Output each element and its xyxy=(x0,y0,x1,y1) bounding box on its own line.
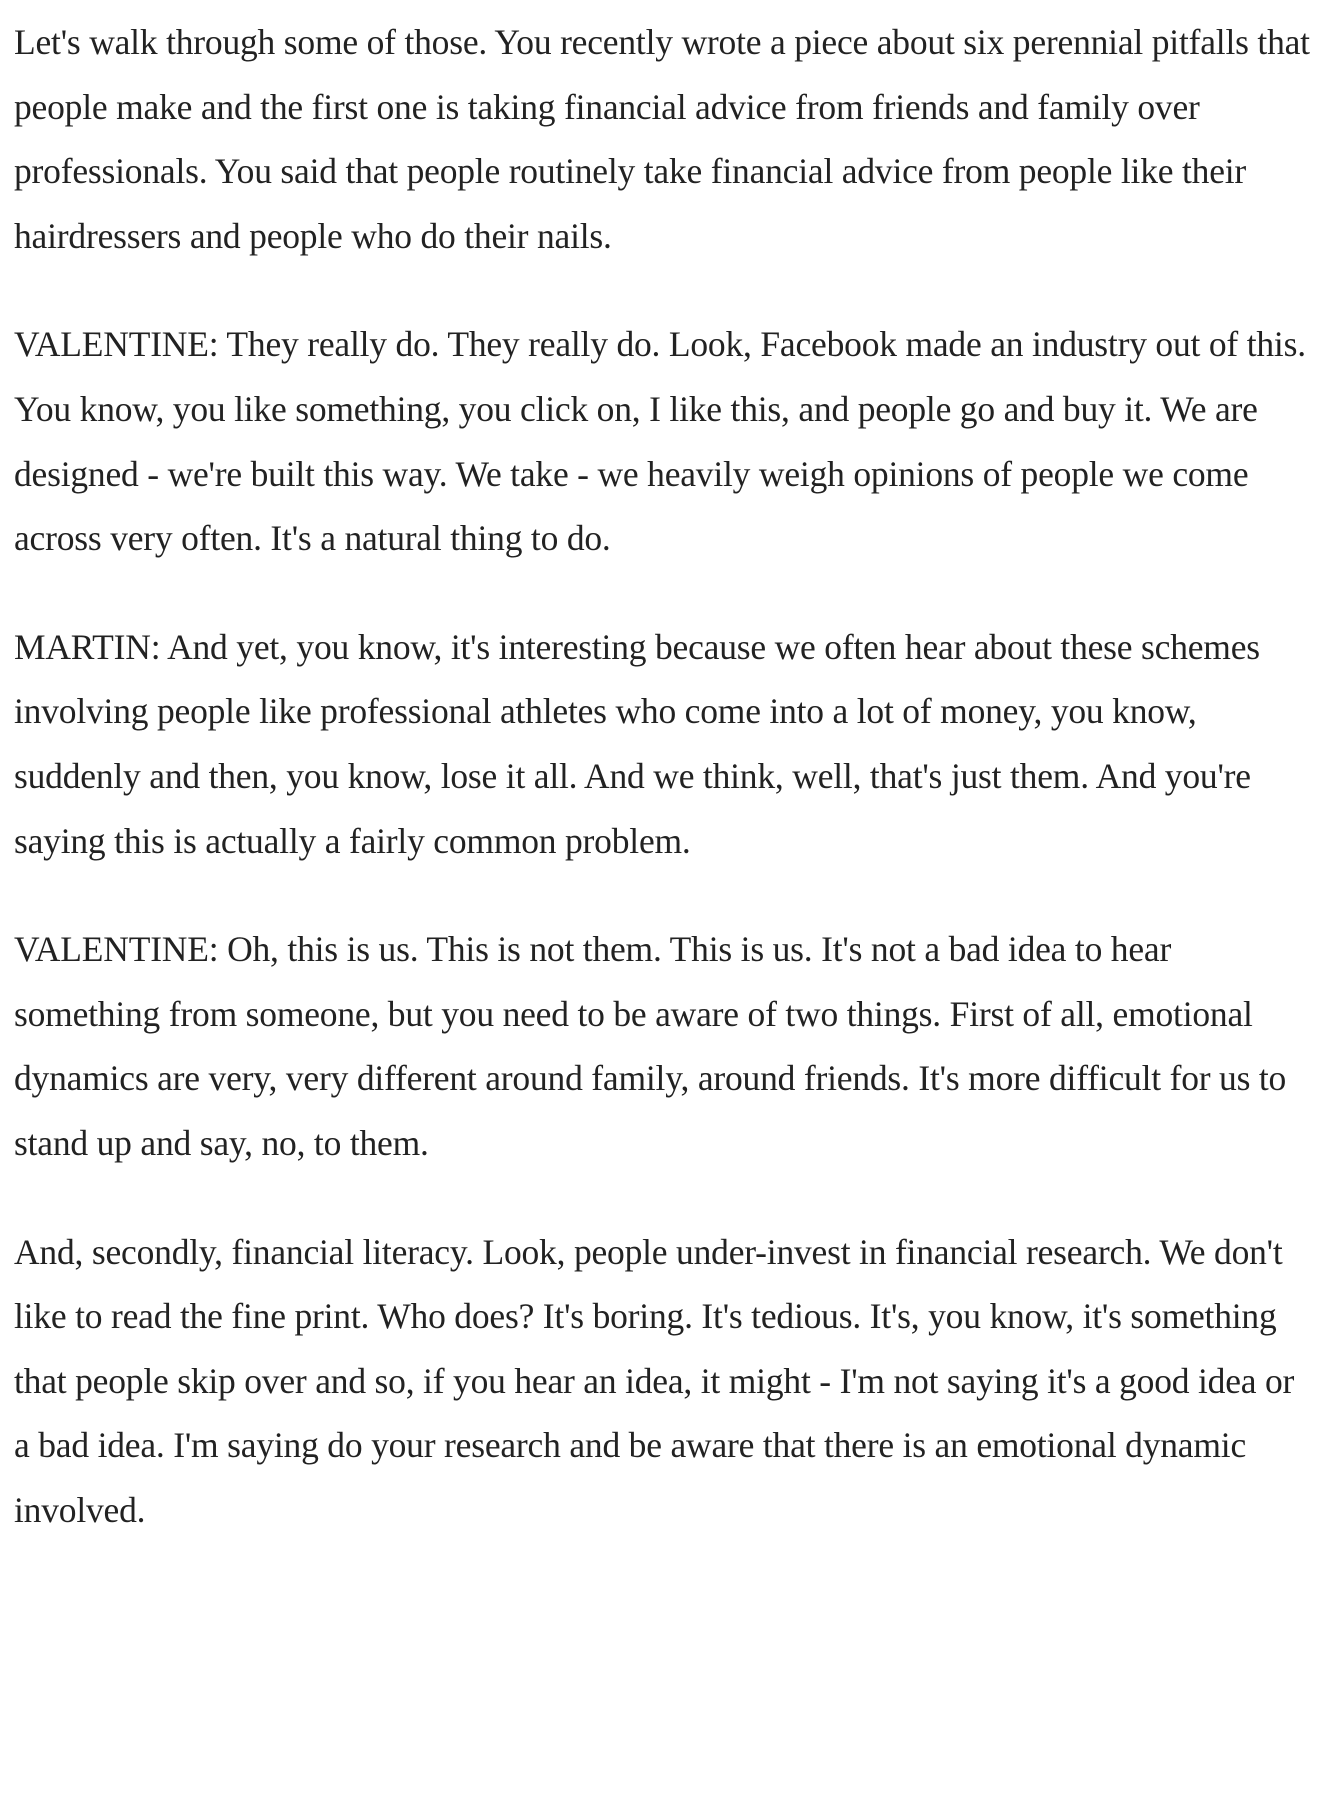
paragraph-valentine-answer-3: And, secondly, financial literacy. Look, people under-invest in financial research. We don't like to read the fine print. Who does? It's boring. It's tedious. It's, you know, it's something that people skip over and so, if you hear an idea, it might - I'm not saying it's a good idea or a bad idea. I'm saying do your research and be aware that there is an emotional dynamic involved. xyxy=(14,1231,1295,1530)
paragraph-intro-question: Let's walk through some of those. You recently wrote a piece about six perennial pitfalls that people make and the first one is taking financial advice from friends and family over professionals. You said that people routinely take financial advice from people like their hairdressers and people who do their nails. xyxy=(14,22,1310,256)
paragraph-martin-question: MARTIN: And yet, you know, it's interesting because we often hear about these schemes involving people like professional athletes who come into a lot of money, you know, suddenly and then, you know, lose it all. And we think, well, that's just them. And you're saying this is actually a fairly common problem. xyxy=(14,626,1260,861)
article-body xyxy=(14,10,1314,1542)
paragraph-valentine-answer-2: VALENTINE: Oh, this is us. This is not them. This is us. It's not a bad idea to hear something from someone, but you need to be aware of two things. First of all, emotional dynamics are very, very different around family, around friends. It's more difficult for us to stand up and say, no, to them. xyxy=(14,929,1287,1163)
paragraph-valentine-answer-1: VALENTINE: They really do. They really do. Look, Facebook made an industry out of this. You know, you like something, you click on, I like this, and people go and buy it. We are designed - we're built this way. We take - we heavily weigh opinions of people we come across very often. It's a natural thing to do. xyxy=(14,324,1306,559)
